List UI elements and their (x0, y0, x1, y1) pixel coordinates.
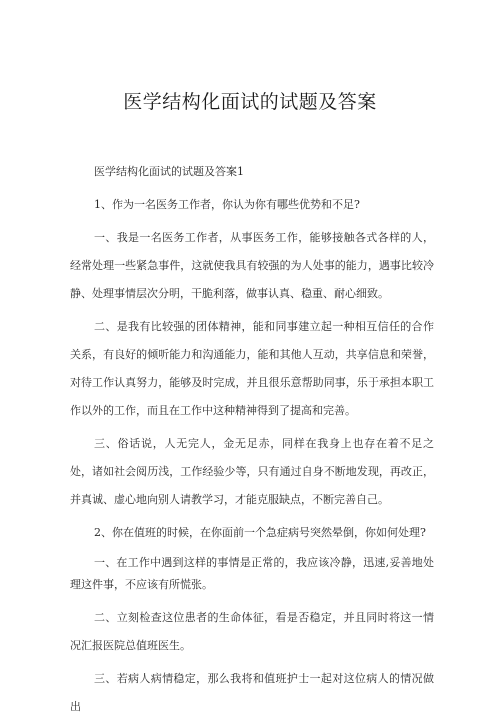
paragraph-3: 三、俗话说，人无完人，金无足赤，同样在我身上也存在着不足之处，诸如社会阅历浅，工作经验少等，只有通过自身不断地发现，再改正，并真诚、虚心地向别人请教学习，才能克服缺点，不断完善自己。 (70, 437, 434, 506)
paragraph-4: 一、在工作中遇到这样的事情是正常的，我应该冷静，迅速,妥善地处理这件事，不应该有所慌张。 (70, 556, 434, 591)
paragraph-5: 二、立刻检查这位患者的生命体征，看是否稳定，并且同时将这一情况汇报医院总值班医生。 (70, 611, 434, 652)
paragraph-2: 二、是我有比较强的团体精神，能和同事建立起一种相互信任的合作关系，有良好的倾听能力和沟通能力，能和其他人互动，共享信息和荣誉，对待工作认真努力，能够及时完成，并且很乐意帮助同事，乐于承担本职工作以外的工作，而且在工作中这种精神得到了提高和完善。 (70, 320, 434, 417)
question-1: 1、作为一名医务工作者，你认为你有哪些优势和不足? (94, 198, 360, 211)
question-2: 2、你在值班的时候，在你面前一个急症病号突然晕倒，你如何处理? (94, 526, 426, 539)
paragraph-6: 三、若病人病情稳定，那么我将和值班护士一起对这位病人的情况做出 (70, 672, 434, 713)
paragraph-1: 一、我是一名医务工作者，从事医务工作，能够接触各式各样的人，经常处理一些紧急事件，这就使我具有较强的为人处事的能力，遇事比较冷静、处理事情层次分明，干脆利落，做事认真、稳重、耐心细致。 (70, 231, 434, 300)
document-title: 医学结构化面试的试题及答案 (123, 91, 377, 113)
document-body (70, 158, 434, 726)
section-heading: 医学结构化面试的试题及答案1 (94, 165, 244, 178)
